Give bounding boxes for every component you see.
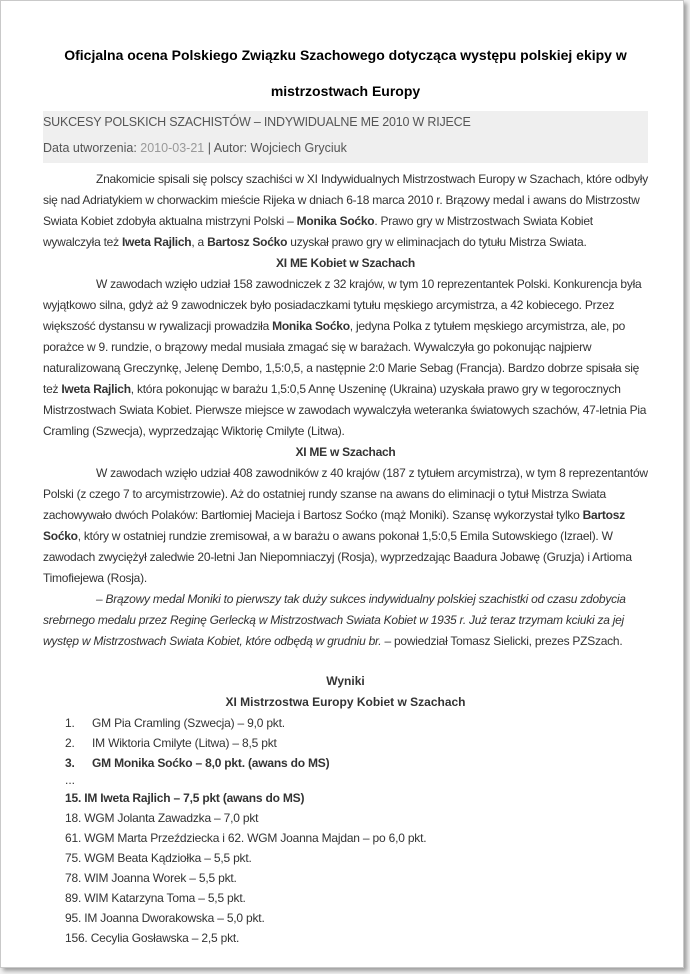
quote-paragraph	[43, 589, 648, 652]
result-number: 2.	[65, 736, 75, 750]
women-heading: XI ME Kobiet w Szachach	[276, 256, 415, 270]
women-name-iweta: Iweta Rajlich	[61, 382, 131, 396]
title-line-2: mistrzostwach Europy	[270, 83, 421, 99]
result-number: 1.	[65, 716, 75, 730]
results-heading: Wyniki	[326, 674, 365, 688]
list-item: 95. IM Joanna Dworakowska – 5,0 pkt.	[65, 911, 265, 925]
women-paragraph	[43, 274, 648, 442]
women-text-2: , jedyna Polka z tytułem męskiego arcymistrza, ale, po porażce w 9. rundzie, o brązowy medal musiała zmagać się w barażach. Wywalczyła go pokonując najpierw naturalizowaną Greczynkę, Jelenę Dembo, 1,5:0,5, a następnie 2:0 Marie Sebag (Francja). Bardzo dobrze spisała się też	[43, 319, 640, 396]
list-item: 15. IM Iweta Rajlich – 7,5 pkt (awans do MS)	[65, 791, 305, 805]
men-paragraph	[43, 463, 648, 589]
list-item: 78. WIM Joanna Worek – 5,5 pkt.	[65, 871, 237, 885]
document-content	[43, 37, 648, 948]
men-heading: XI ME w Szachach	[295, 445, 396, 459]
intro-name-monika: Monika Soćko	[296, 214, 375, 228]
article-header	[43, 111, 648, 163]
article-meta	[43, 133, 642, 163]
date-value: 2010-03-21	[140, 141, 205, 155]
intro-paragraph	[43, 169, 648, 253]
results-subheading: XI Mistrzostwa Europy Kobiet w Szachach	[225, 695, 466, 709]
result-text: GM Pia Cramling (Szwecja) – 9,0 pkt.	[92, 716, 285, 730]
quote-attribution: – powiedział Tomasz Sielicki, prezes PZSzach.	[381, 634, 623, 648]
intro-text-4: uzyskał prawo gry w eliminacjach do tytułu Mistrza Swiata.	[287, 235, 587, 249]
list-item: 89. WIM Katarzyna Toma – 5,5 pkt.	[65, 891, 246, 905]
spacer	[43, 652, 648, 671]
list-item: 61. WGM Marta Przeździecka i 62. WGM Joanna Majdan – po 6,0 pkt.	[65, 831, 427, 845]
list-item	[43, 733, 648, 753]
men-name-bartosz: Bartosz Soćko	[43, 508, 625, 543]
list-item	[43, 753, 648, 773]
intro-name-bartosz: Bartosz Soćko	[207, 235, 288, 249]
list-item	[43, 713, 648, 733]
intro-name-iweta: Iweta Rajlich	[121, 235, 192, 249]
women-text-1: W zawodach wzięło udział 158 zawodniczek z 32 krajów, w tym 10 reprezentantek Polski. Konkurencja była wyjątkowo silna, gdyż aż 9 zawodniczek było posiadaczkami tytułu męskiego arcymistrza, a 42 kobiecego. Przez większość dystansu w rywalizacji prowadziła	[43, 277, 642, 333]
top-results-list	[43, 713, 648, 773]
list-item: 156. Cecylia Gosławska – 2,5 pkt.	[65, 931, 240, 945]
list-item: 75. WGM Beata Kądziołka – 5,5 pkt.	[65, 851, 252, 865]
title-line-1: Oficjalna ocena Polskiego Związku Szachowego dotycząca występu polskiej ekipy w	[64, 47, 627, 63]
list-item: 18. WGM Jolanta Zawadzka – 7,0 pkt	[65, 811, 259, 825]
result-text: GM Monika Soćko – 8,0 pkt. (awans do MS)	[92, 756, 330, 770]
intro-text-3: , a	[191, 235, 208, 249]
women-name-monika: Monika Soćko	[272, 319, 350, 333]
document-title	[43, 37, 648, 109]
author-text: | Autor: Wojciech Gryciuk	[204, 141, 347, 155]
women-text-3: , która pokonując w barażu 1,5:0,5 Annę Uszeninę (Ukraina) uzyskała prawo gry w tegorocznych Mistrzostwach Swiata Kobiet. Pierwsze miejsce w zawodach wywalczyła weteranka światowych szachów, 47-letnia Pia Cramling (Szwecja), wyprzedzając Wiktorię Cmilyte (Litwa).	[43, 382, 647, 438]
men-text-1: W zawodach wzięło udział 408 zawodników z 40 krajów (187 z tytułem arcymistrza), w tym 8 reprezentantów Polski (z czego 7 to arcymistrzowie). Aż do ostatniej rundy szanse na awans do eliminacji o tytuł Mistrza Swiata zachowywało dwóch Polaków: Bartłomiej Macieja i Bartosz Soćko (mąż Moniki). Szansę wykorzystał tylko	[43, 466, 648, 522]
men-text-2: , który w ostatniej rundzie zremisował, a w barażu o awans pokonał 1,5:0,5 Emila Sutowskiego (Izrael). W zawodach zwyciężył zaledwie 20-letni Jan Niepomniaczyj (Rosja), wyprzedzając Baadura Jobawę (Gruzja) i Artioma Timofiejewa (Rosja).	[43, 529, 632, 585]
intro-text-2: . Prawo gry w Mistrzostwach Swiata Kobiet wywalczyła też	[43, 214, 593, 249]
quote-italic: – Brązowy medal Moniki to pierwszy tak duży sukces indywidualny polskiej szachistki od czasu zdobycia srebrnego medalu przez Reginę Gerlecką w Mistrzostwach Swiata Kobiet w 1935 r. Już teraz trzymam kciuki za jej występ w Mistrzostwach Swiata Kobiet, które odbędą w grudniu br.	[43, 592, 626, 648]
section-label: SUKCESY POLSKICH SZACHISTÓW – INDYWIDUALNE ME 2010 W RIJECE	[43, 115, 471, 129]
result-text: IM Wiktoria Cmilyte (Litwa) – 8,5 pkt	[92, 736, 277, 750]
date-label: Data utworzenia:	[43, 141, 141, 155]
remaining-results-list	[43, 788, 648, 948]
results-ellipsis: ...	[65, 773, 76, 787]
intro-text-1: Znakomicie spisali się polscy szachiści w XI Indywidualnych Mistrzostwach Europy w Szachach, które odbyły się nad Adriatykiem w chorwackim mieście Rijeka w dniach 6-18 marca 2010 r. Brązowy medal i awans do Mistrzostw Swiata Kobiet zdobyła aktualna mistrzyni Polski –	[43, 172, 648, 228]
result-number: 3.	[65, 756, 75, 770]
